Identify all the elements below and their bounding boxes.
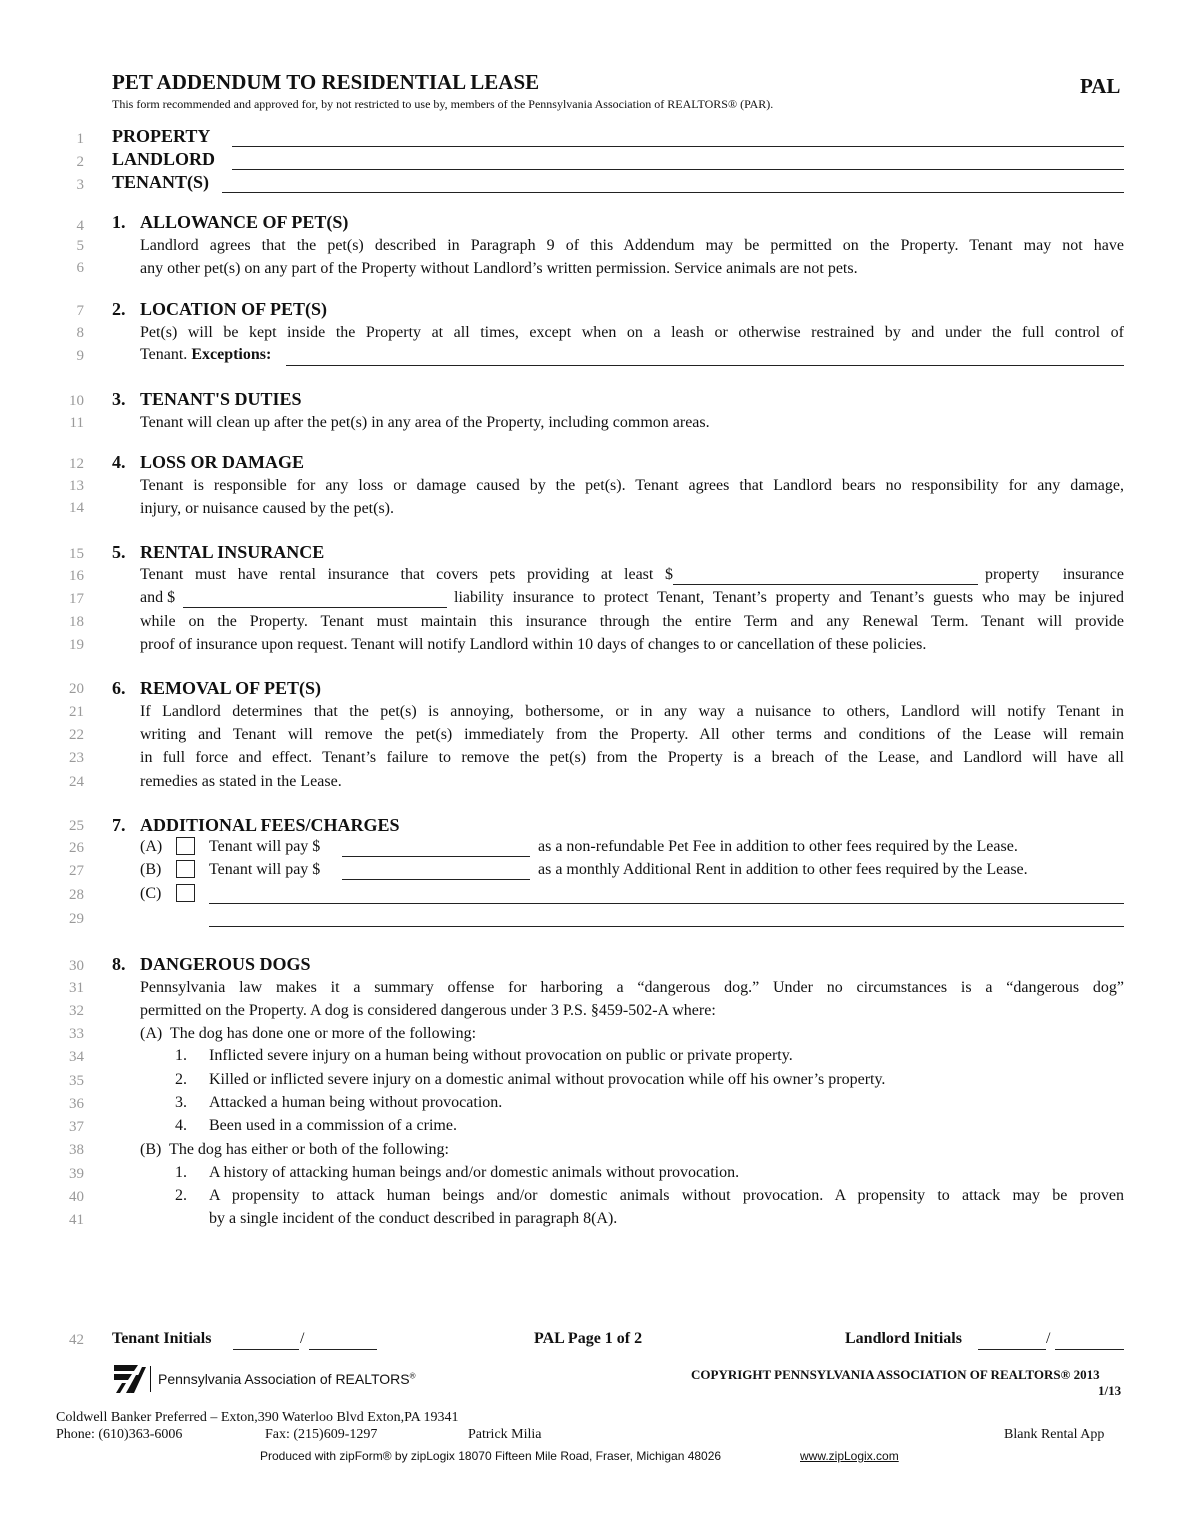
line-number: 24 xyxy=(69,774,84,790)
body-text: any other pet(s) on any part of the Property without Landlord’s written permission. Service animals are not pets. xyxy=(140,260,858,277)
page-indicator: PAL Page 1 of 2 xyxy=(534,1330,643,1347)
section-title-loss: LOSS OR DAMAGE xyxy=(140,452,305,472)
tenants-field[interactable] xyxy=(222,192,1124,193)
line-number: 11 xyxy=(69,415,84,431)
body-text: injury, or nuisance caused by the pet(s). xyxy=(140,500,394,517)
line-number: 35 xyxy=(69,1073,84,1089)
option-c-label: (C) xyxy=(140,885,162,902)
line-number: 42 xyxy=(69,1332,84,1348)
form-code: PAL xyxy=(1080,74,1121,98)
line-number: 20 xyxy=(69,681,84,697)
additional-rent-amount-field[interactable] xyxy=(342,879,530,880)
body-text xyxy=(140,346,271,364)
body-text: permitted on the Property. A dog is considered dangerous under 3 P.S. §459-502-A where: xyxy=(140,1002,716,1019)
tenant-word: Tenant. xyxy=(140,346,188,363)
section-title-duties: TENANT'S DUTIES xyxy=(140,389,302,409)
section-title-insurance: RENTAL INSURANCE xyxy=(140,542,325,562)
body-text: while on the Property. Tenant must maintain this insurance through the entire Term and any Renewal Term. Tenant will provide xyxy=(140,613,1124,630)
pay-label: Tenant will pay $ xyxy=(209,861,321,878)
exceptions-field[interactable] xyxy=(286,365,1124,366)
subsection-b: (B) The dog has either or both of the following: xyxy=(140,1141,449,1158)
line-number: 1 xyxy=(76,131,84,147)
line-number: 37 xyxy=(69,1119,84,1135)
line-number: 8 xyxy=(76,325,84,341)
line-number: 36 xyxy=(69,1096,84,1112)
broker-address: Coldwell Banker Preferred – Exton,390 Waterloo Blvd Exton,PA 19341 xyxy=(56,1410,459,1425)
body-text: Tenant must have rental insurance that covers pets providing at least $ xyxy=(140,566,673,583)
list-item: A history of attacking human beings and/or domestic animals without provocation. xyxy=(209,1164,740,1181)
line-number: 12 xyxy=(69,456,84,472)
list-item: by a single incident of the conduct described in paragraph 8(A). xyxy=(209,1210,618,1227)
tenant-initials-field-2[interactable] xyxy=(309,1349,377,1350)
line-number: 16 xyxy=(69,568,84,584)
option-c-checkbox[interactable] xyxy=(176,884,195,902)
option-b-label: (B) xyxy=(140,861,162,878)
body-text: as a non-refundable Pet Fee in addition to other fees required by the Lease. xyxy=(538,838,1018,855)
option-c-field-line2[interactable] xyxy=(209,926,1124,927)
option-a-checkbox[interactable] xyxy=(176,837,195,855)
line-number: 18 xyxy=(69,614,84,630)
body-text: writing and Tenant will remove the pet(s) immediately from the Property. All other terms and conditions of the Lease will remain xyxy=(140,726,1124,743)
body-text: proof of insurance upon request. Tenant will notify Landlord within 10 days of changes to or cancellation of these policies. xyxy=(140,636,927,653)
section-number: 8. xyxy=(112,954,126,974)
tenant-initials-field-1[interactable] xyxy=(233,1349,299,1350)
line-number: 19 xyxy=(69,637,84,653)
body-text: Landlord agrees that the pet(s) described in Paragraph 9 of this Addendum may be permitted on the Property. Tenant may not have xyxy=(140,237,1124,254)
item-number: 1. xyxy=(175,1047,187,1064)
list-item: Inflicted severe injury on a human being without provocation on public or private property. xyxy=(209,1047,793,1064)
line-number: 5 xyxy=(76,238,84,254)
line-number: 34 xyxy=(69,1049,84,1065)
line-number: 27 xyxy=(69,863,84,879)
line-number: 31 xyxy=(69,980,84,996)
broker-fax: Fax: (215)609-1297 xyxy=(265,1427,378,1442)
line-number: 23 xyxy=(69,750,84,766)
line-number: 14 xyxy=(69,500,84,516)
body-text: Pennsylvania law makes it a summary offense for harboring a “dangerous dog.” Under no circumstances is a “dangerous dog” xyxy=(140,979,1124,996)
option-b-checkbox[interactable] xyxy=(176,860,195,878)
property-field[interactable] xyxy=(232,146,1124,147)
body-text: Tenant is responsible for any loss or damage caused by the pet(s). Tenant agrees that Landlord bears no responsibility for any damage, xyxy=(140,477,1124,494)
section-title-removal: REMOVAL OF PET(S) xyxy=(140,678,322,698)
body-text: remedies as stated in the Lease. xyxy=(140,773,342,790)
line-number: 4 xyxy=(76,218,84,234)
par-logo-text xyxy=(158,1371,416,1387)
body-text: as a monthly Additional Rent in addition to other fees required by the Lease. xyxy=(538,861,1028,878)
section-title-dogs: DANGEROUS DOGS xyxy=(140,954,311,974)
form-version: 1/13 xyxy=(1098,1383,1122,1398)
exceptions-label: Exceptions: xyxy=(191,346,272,363)
line-number: 25 xyxy=(69,818,84,834)
line-number: 2 xyxy=(76,154,84,170)
section-number: 1. xyxy=(112,212,126,232)
body-text: in full force and effect. Tenant’s failure to remove the pet(s) from the Property is a breach of the Lease, and Landlord will have all xyxy=(140,749,1124,766)
section-number: 7. xyxy=(112,815,126,835)
section-title-location: LOCATION OF PET(S) xyxy=(140,299,328,319)
logo-divider xyxy=(150,1366,151,1392)
line-number: 7 xyxy=(76,303,84,319)
item-number: 2. xyxy=(175,1071,187,1088)
property-insurance-amount-field[interactable] xyxy=(673,584,978,585)
list-item: Killed or inflicted severe injury on a domestic animal without provocation while off his owner’s property. xyxy=(209,1071,886,1088)
broker-phone: Phone: (610)363-6006 xyxy=(56,1427,183,1442)
pay-label: Tenant will pay $ xyxy=(209,838,321,855)
line-number: 32 xyxy=(69,1003,84,1019)
option-a-label: (A) xyxy=(140,838,163,855)
line-number: 26 xyxy=(69,840,84,856)
item-number: 4. xyxy=(175,1117,187,1134)
section-number: 4. xyxy=(112,452,126,472)
item-number: 1. xyxy=(175,1164,187,1181)
body-text: Tenant will clean up after the pet(s) in any area of the Property, including common areas. xyxy=(140,414,710,431)
list-item: Been used in a commission of a crime. xyxy=(209,1117,457,1134)
line-number: 6 xyxy=(76,260,84,276)
landlord-initials-label: Landlord Initials xyxy=(845,1330,962,1347)
body-text: property insurance xyxy=(985,566,1124,583)
line-number: 33 xyxy=(69,1026,84,1042)
line-number: 22 xyxy=(69,727,84,743)
line-number: 9 xyxy=(76,348,84,364)
body-text: and $ xyxy=(140,589,176,606)
section-number: 3. xyxy=(112,389,126,409)
slash: / xyxy=(300,1330,305,1347)
body-text: Pet(s) will be kept inside the Property at all times, except when on a leash or otherwise restrained by and under the full control of xyxy=(140,324,1124,341)
property-label: PROPERTY xyxy=(112,126,211,146)
list-item: Attacked a human being without provocation. xyxy=(209,1094,503,1111)
line-number: 39 xyxy=(69,1166,84,1182)
produced-with: Produced with zipForm® by zipLogix 18070 Fifteen Mile Road, Fraser, Michigan 48026 xyxy=(260,1449,722,1463)
line-number: 13 xyxy=(69,478,84,494)
line-number: 40 xyxy=(69,1189,84,1205)
section-number: 5. xyxy=(112,542,126,562)
slash: / xyxy=(1046,1330,1051,1347)
section-title-allowance: ALLOWANCE OF PET(S) xyxy=(140,212,349,232)
line-number: 30 xyxy=(69,958,84,974)
liability-insurance-amount-field[interactable] xyxy=(183,607,447,608)
line-number: 41 xyxy=(69,1212,84,1228)
body-text: If Landlord determines that the pet(s) is annoying, bothersome, or in any way a nuisance to others, Landlord will notify Tenant in xyxy=(140,703,1124,720)
line-number: 21 xyxy=(69,704,84,720)
subsection-a: (A) The dog has done one or more of the following: xyxy=(140,1025,477,1042)
option-c-field[interactable] xyxy=(209,903,1124,904)
landlord-initials-field-1[interactable] xyxy=(978,1349,1046,1350)
line-number: 10 xyxy=(69,393,84,409)
landlord-field[interactable] xyxy=(232,169,1124,170)
logo-text: Pennsylvania Association of REALTORS xyxy=(158,1371,410,1387)
section-title-fees: ADDITIONAL FEES/CHARGES xyxy=(140,815,400,835)
landlord-initials-field-2[interactable] xyxy=(1055,1349,1124,1350)
pet-fee-amount-field[interactable] xyxy=(342,856,530,857)
body-text: liability insurance to protect Tenant, Tenant’s property and Tenant’s guests who may be injured xyxy=(454,589,1124,606)
line-number: 38 xyxy=(69,1142,84,1158)
section-number: 6. xyxy=(112,678,126,698)
ziplogix-link[interactable]: www.zipLogix.com xyxy=(800,1449,899,1463)
section-number: 2. xyxy=(112,299,126,319)
line-number: 28 xyxy=(69,887,84,903)
form-title: PET ADDENDUM TO RESIDENTIAL LEASE xyxy=(112,70,540,94)
landlord-label: LANDLORD xyxy=(112,149,216,169)
item-number: 3. xyxy=(175,1094,187,1111)
line-number: 17 xyxy=(69,591,84,607)
form-name: Blank Rental App xyxy=(1004,1427,1105,1442)
line-number: 3 xyxy=(76,177,84,193)
list-item: A propensity to attack human beings and/or domestic animals without provocation. A propensity to attack may be proven xyxy=(209,1187,1124,1204)
copyright: COPYRIGHT PENNSYLVANIA ASSOCIATION OF REALTORS® 2013 xyxy=(691,1367,1100,1382)
line-number: 15 xyxy=(69,546,84,562)
agent-name: Patrick Milia xyxy=(468,1427,542,1442)
line-number: 29 xyxy=(69,911,84,927)
form-subtitle: This form recommended and approved for, by not restricted to use by, members of the Pennsylvania Association of REALTORS® (PAR). xyxy=(112,97,774,111)
item-number: 2. xyxy=(175,1187,187,1204)
par-logo-icon xyxy=(112,1363,146,1395)
logo-registered: ® xyxy=(409,1371,416,1381)
tenants-label: TENANT(S) xyxy=(112,172,210,192)
tenant-initials-label: Tenant Initials xyxy=(112,1330,212,1347)
